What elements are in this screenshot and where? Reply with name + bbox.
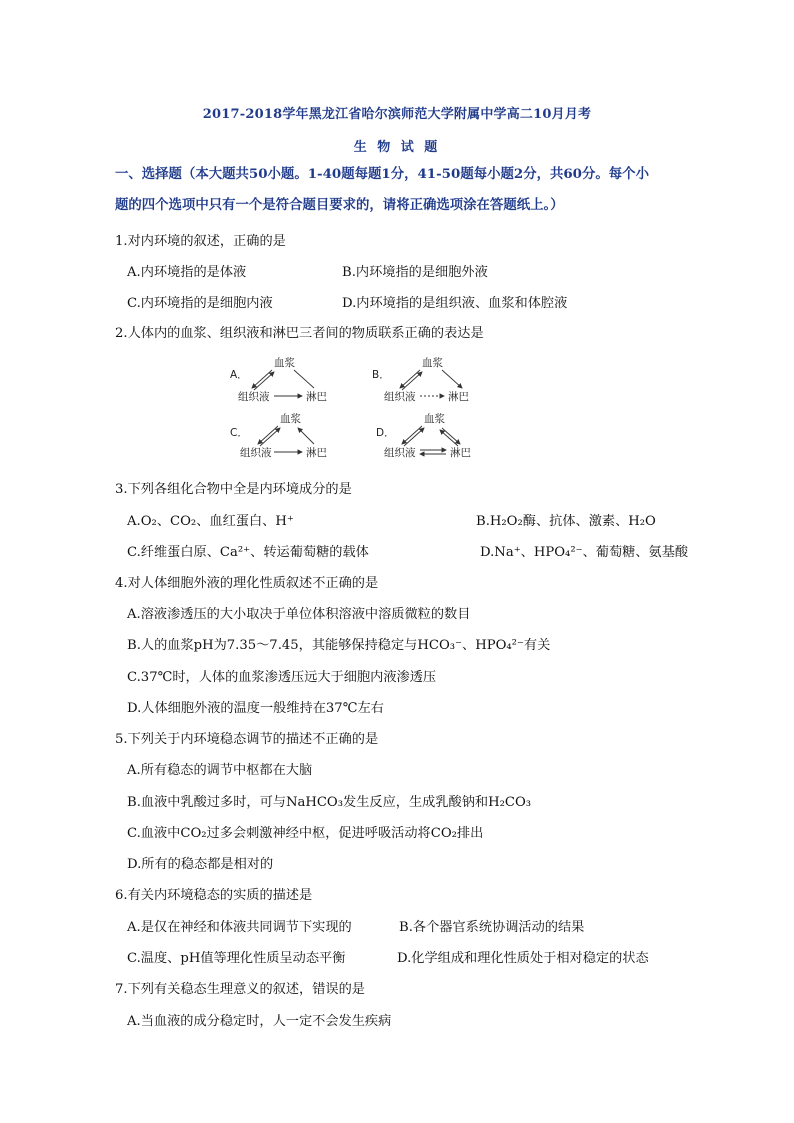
question-5-stem: 5.下列关于内环境稳态调节的描述不正确的是 bbox=[115, 732, 379, 747]
diagram-d-tissue-fluid: 组织液 bbox=[384, 447, 416, 459]
diagram-c bbox=[230, 412, 327, 459]
diagram-b-tissue-fluid: 组织液 bbox=[384, 391, 416, 403]
question-3-option-a: A.O₂、CO₂、血红蛋白、H⁺ bbox=[127, 514, 294, 529]
fluid-relationship-diagrams bbox=[226, 350, 486, 466]
question-6-option-c: C.温度、pH值等理化性质呈动态平衡 bbox=[127, 951, 346, 966]
question-6-option-a: A.是仅在神经和体液共同调节下实现的 bbox=[127, 920, 352, 935]
diagram-a bbox=[230, 356, 327, 403]
question-7-stem: 7.下列有关稳态生理意义的叙述，错误的是 bbox=[115, 982, 365, 997]
question-5-option-a: A.所有稳态的调节中枢都在大脑 bbox=[127, 763, 313, 778]
question-3-option-c: C.纤维蛋白原、Ca²⁺、转运葡萄糖的载体 bbox=[127, 545, 369, 560]
diagram-d-lymph: 淋巴 bbox=[450, 447, 471, 459]
diagram-d-plasma: 血浆 bbox=[424, 413, 445, 425]
question-6-option-d: D.化学组成和理化性质处于相对稳定的状态 bbox=[397, 951, 649, 966]
question-2-stem: 2.人体内的血浆、组织液和淋巴三者间的物质联系正确的表达是 bbox=[115, 326, 484, 341]
question-4-option-c: C.37℃时，人体的血浆渗透压远大于细胞内液渗透压 bbox=[127, 670, 437, 685]
question-3-stem: 3.下列各组化合物中全是内环境成分的是 bbox=[115, 482, 352, 497]
diagram-a-lymph: 淋巴 bbox=[306, 391, 327, 403]
question-5-option-b: B.血液中乳酸过多时，可与NaHCO₃发生反应，生成乳酸钠和H₂CO₃ bbox=[127, 795, 532, 810]
exam-subject: 生 物 试 题 bbox=[353, 140, 441, 155]
diagram-b-plasma: 血浆 bbox=[422, 357, 443, 369]
question-5-option-d: D.所有的稳态都是相对的 bbox=[127, 857, 274, 872]
exam-title: 2017-2018学年黑龙江省哈尔滨师范大学附属中学高二10月月考 bbox=[202, 107, 592, 122]
diagram-c-lymph: 淋巴 bbox=[306, 447, 327, 459]
question-7-option-a: A.当血液的成分稳定时，人一定不会发生疾病 bbox=[127, 1014, 392, 1029]
question-1-option-b: B.内环境指的是细胞外液 bbox=[342, 265, 488, 280]
diagram-a-label: A． bbox=[230, 369, 248, 381]
question-6-option-b: B.各个器官系统协调活动的结果 bbox=[399, 920, 585, 935]
diagram-b bbox=[372, 356, 469, 403]
section-heading-line1: 一、选择题（本大题共50小题。1-40题每题1分，41-50题每小题2分，共60分。每个小 bbox=[115, 166, 649, 182]
question-4-option-b: B.人的血浆pH为7.35～7.45，其能够保持稳定与HCO₃⁻、HPO₄²⁻有关 bbox=[127, 638, 551, 653]
question-1-option-d: D.内环境指的是组织液、血浆和体腔液 bbox=[342, 296, 568, 311]
question-5-option-c: C.血液中CO₂过多会刺激神经中枢，促进呼吸活动将CO₂排出 bbox=[127, 826, 484, 841]
diagram-c-tissue-fluid: 组织液 bbox=[240, 447, 272, 459]
question-1-option-a: A.内环境指的是体液 bbox=[127, 265, 247, 280]
question-4-option-d: D.人体细胞外液的温度一般维持在37℃左右 bbox=[127, 701, 384, 716]
question-6-stem: 6.有关内环境稳态的实质的描述是 bbox=[115, 888, 313, 903]
diagram-c-plasma: 血浆 bbox=[280, 413, 301, 425]
question-1-option-c: C.内环境指的是细胞内液 bbox=[127, 296, 273, 311]
question-1-stem: 1.对内环境的叙述，正确的是 bbox=[115, 234, 286, 249]
diagram-d bbox=[376, 412, 471, 459]
diagram-b-lymph: 淋巴 bbox=[448, 391, 469, 403]
question-3-option-d: D.Na⁺、HPO₄²⁻、葡萄糖、氨基酸 bbox=[480, 545, 689, 560]
question-3-option-b: B.H₂O₂酶、抗体、激素、H₂O bbox=[476, 514, 656, 529]
section-heading-line2: 题的四个选项中只有一个是符合题目要求的，请将正确选项涂在答题纸上。） bbox=[115, 197, 564, 213]
question-4-option-a: A.溶液渗透压的大小取决于单位体积溶液中溶质微粒的数目 bbox=[127, 607, 471, 622]
diagram-d-label: D． bbox=[376, 427, 395, 439]
diagram-b-label: B． bbox=[372, 369, 390, 381]
question-4-stem: 4.对人体细胞外液的理化性质叙述不正确的是 bbox=[115, 576, 379, 591]
diagram-a-plasma: 血浆 bbox=[274, 357, 295, 369]
diagram-a-tissue-fluid: 组织液 bbox=[238, 391, 270, 403]
diagram-c-label: C． bbox=[230, 427, 248, 439]
